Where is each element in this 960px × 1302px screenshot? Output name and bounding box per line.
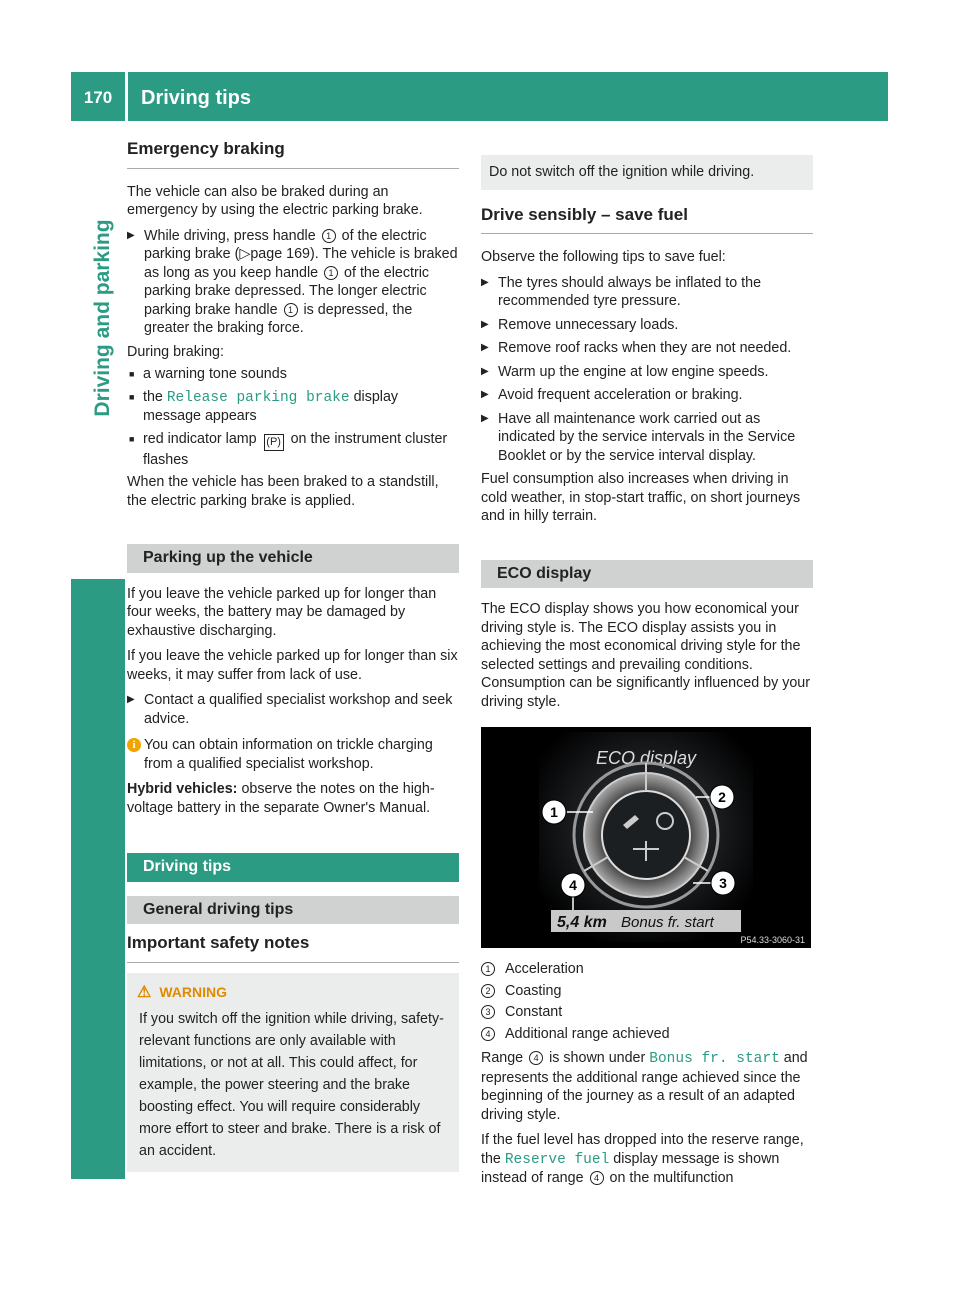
fuel-step: ▶ The tyres should always be inflated to the recommended tyre pressure. xyxy=(481,274,813,311)
emergency-closing: When the vehicle has been braked to a standstill, the electric parking brake is applied. xyxy=(127,474,439,509)
eco-display-heading: ECO display xyxy=(481,560,813,589)
general-driving-tips-heading: General driving tips xyxy=(127,896,459,925)
eco-bonus-label: Bonus fr. start xyxy=(621,914,714,931)
fuel-step: ▶ Remove roof racks when they are not needed. xyxy=(481,339,813,358)
hybrid-text: observe the notes on the high-voltage battery in the separate Owner's Manual. xyxy=(127,781,435,816)
parking-brake-lamp-icon: (P) xyxy=(264,434,284,451)
info-text: You can obtain information on trickle charging from a qualified specialist workshop. xyxy=(144,737,433,772)
bullet-text: display message appears xyxy=(143,388,399,424)
callout-4-icon: 4 xyxy=(481,1027,495,1041)
parking-p1: If you leave the vehicle parked up for longer than four weeks, the battery may be damaged by exhaustive discharging. xyxy=(127,585,437,639)
list-item: ■ a warning tone sounds xyxy=(127,365,459,384)
hybrid-label: Hybrid vehicles: xyxy=(127,781,238,797)
warning-label: WARNING xyxy=(159,983,228,1000)
legend-item xyxy=(481,1025,813,1044)
page-number: 170 xyxy=(83,88,113,107)
figure-code: P54.33-3060-31 xyxy=(740,935,805,945)
legend-item xyxy=(481,960,813,979)
step-text: of the electric parking brake ( xyxy=(144,227,427,262)
range-text: is shown under xyxy=(549,1050,646,1066)
header-title: Driving tips xyxy=(141,87,252,109)
parking-p2: If you leave the vehicle parked up for longer than six weeks, it may suffer from lack of use. xyxy=(127,648,458,683)
callout-2-label: 2 xyxy=(718,789,726,805)
bullet-text: the xyxy=(143,388,163,405)
callout-1-icon: 1 xyxy=(322,229,336,243)
reserve-text: on the multifunction xyxy=(609,1170,734,1186)
callout-1-label: 1 xyxy=(550,804,558,820)
range-text: Range xyxy=(481,1050,524,1066)
display-message-code: Bonus fr. start xyxy=(649,1051,780,1067)
step-text: is depressed, the greater the braking force. xyxy=(144,301,413,336)
fuel-step: ▶ Avoid frequent acceleration or braking. xyxy=(481,386,813,405)
display-message-code: Reserve fuel xyxy=(504,1151,610,1168)
sidebar-section-title xyxy=(85,219,120,417)
callout-1-icon: 1 xyxy=(481,962,495,976)
bullet-text: red indicator lamp xyxy=(143,430,257,447)
fuel-closing: Fuel consumption also increases when driving in cold weather, in stop-start traffic, on short journeys and in hilly terrain. xyxy=(481,471,801,524)
page-reference-link[interactable]: page 169 xyxy=(250,246,310,262)
emergency-intro: The vehicle can also be braked during an emergency by using the electric parking brake. xyxy=(127,183,423,218)
parking-up-heading: Parking up the vehicle xyxy=(127,544,459,573)
legend-item xyxy=(481,982,813,1001)
reserve-text: If the fuel level has dropped into the reserve range, the xyxy=(481,1132,804,1167)
display-message-code: Release parking brake xyxy=(166,389,350,406)
sidebar-section-label: Driving and parking xyxy=(90,219,114,417)
ignition-note: Do not switch off the ignition while driving. xyxy=(481,155,813,190)
eco-display-illustration xyxy=(481,727,811,948)
page-header xyxy=(71,72,888,121)
sidebar-color-block xyxy=(71,579,125,1179)
save-fuel-heading: Drive sensibly – save fuel xyxy=(481,206,813,235)
eco-bonus-value: 5,4 km xyxy=(557,914,607,931)
driving-tips-heading: Driving tips xyxy=(127,853,459,882)
parking-step: ▶ Contact a qualified specialist workshop and seek advice. xyxy=(127,691,459,728)
fuel-step: ▶ Warm up the engine at low engine speeds. xyxy=(481,363,813,382)
callout-4-label: 4 xyxy=(569,877,577,893)
callout-1-icon: 1 xyxy=(324,266,338,280)
fuel-step: ▶ Have all maintenance work carried out as indicated by the service intervals in the Service Booklet or by the service interval display. xyxy=(481,410,813,466)
callout-3-icon: 3 xyxy=(481,1005,495,1019)
left-column xyxy=(127,140,459,1172)
reserve-paragraph xyxy=(481,1131,813,1188)
warning-triangle-icon: ⚠ xyxy=(137,983,152,1001)
info-icon: i xyxy=(127,738,141,752)
step-text: ). The vehicle is braked as long as you keep handle xyxy=(144,246,458,281)
callout-1-icon: 1 xyxy=(284,303,298,317)
fuel-step: ▶ Remove unnecessary loads. xyxy=(481,316,813,335)
legend-label: Acceleration xyxy=(505,961,584,977)
safety-notes-heading: Important safety notes xyxy=(127,934,459,963)
legend-label: Coasting xyxy=(505,982,562,999)
callout-3-label: 3 xyxy=(719,875,727,891)
range-paragraph xyxy=(481,1049,813,1124)
legend-label: Additional range achieved xyxy=(505,1025,670,1042)
callout-4-icon: 4 xyxy=(529,1051,543,1065)
eco-display-figure xyxy=(481,727,811,948)
list-item xyxy=(127,388,459,426)
header-divider xyxy=(125,72,128,121)
info-note xyxy=(127,736,459,773)
eco-screen-title: ECO display xyxy=(595,748,697,768)
step-text: While driving, press handle xyxy=(144,227,316,244)
legend-item xyxy=(481,1003,813,1022)
hybrid-note xyxy=(127,780,459,817)
warning-header xyxy=(139,983,451,1003)
emergency-step xyxy=(127,227,459,338)
during-braking-label: During braking: xyxy=(127,343,224,360)
callout-2-icon: 2 xyxy=(481,984,495,998)
right-column xyxy=(481,155,813,1195)
range-text: and represents the additional range achieved since the beginning of the journey as a result of an adapted driving style. xyxy=(481,1050,808,1123)
callout-4-icon: 4 xyxy=(590,1171,604,1185)
step-text: of the electric parking brake depressed. The longer electric parking brake handle xyxy=(144,264,430,318)
eco-intro: The ECO display shows you how economical your driving style is. The ECO display assists you in achieving the most economical driving style for the selected settings and prevailing conditions. Consumption can be significantly influenced by your driving style. xyxy=(481,601,811,710)
bullet-text: on the instrument cluster flashes xyxy=(143,430,448,468)
page-ref-arrow-icon: ▷ xyxy=(239,246,251,262)
warning-box xyxy=(127,973,459,1173)
emergency-braking-heading: Emergency braking xyxy=(127,140,459,169)
legend-label: Constant xyxy=(505,1004,563,1020)
reserve-text: display message is shown instead of range xyxy=(481,1150,780,1186)
list-item xyxy=(127,430,459,470)
fuel-intro: Observe the following tips to save fuel: xyxy=(481,249,726,265)
warning-text: If you switch off the ignition while driving, safety-relevant functions are only available with limitations, or not at all. This could affect, for example, the power steering and the brake boosting effect. You will require considerably more effort to steer and brake. There is a risk of an accident. xyxy=(139,1011,444,1159)
